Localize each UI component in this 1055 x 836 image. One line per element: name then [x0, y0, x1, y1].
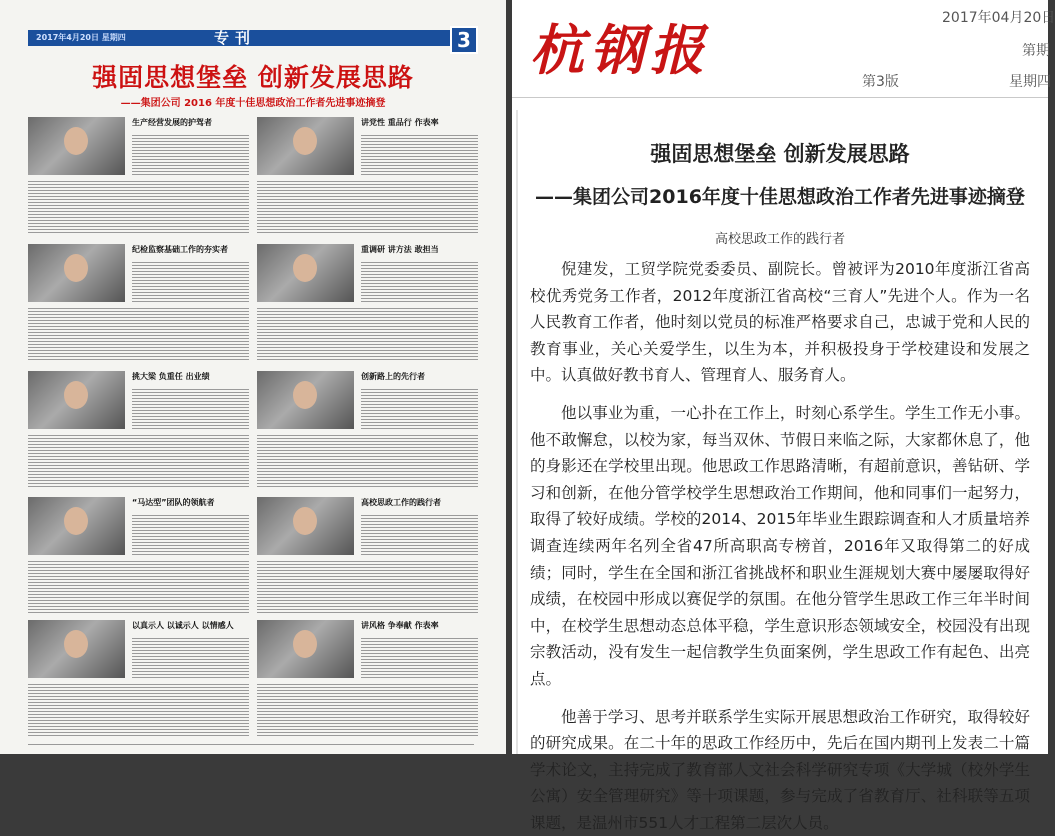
article-title: 强固思想堡垒 创新发展思路: [530, 138, 1030, 168]
band-date: 2017年4月20日 星期四: [36, 32, 126, 43]
article-block[interactable]: [257, 117, 478, 234]
article-text: [257, 179, 478, 234]
portrait-photo: [28, 244, 125, 302]
newspaper-logo: 杭钢报: [530, 8, 710, 85]
article-block[interactable]: [257, 620, 478, 737]
article-text: [257, 559, 478, 614]
issue-date: 2017年04月20日: [942, 7, 1055, 27]
article-subtitle: ——集团公司2016年度十佳思想政治工作者先进事迹摘登: [530, 182, 1030, 209]
article-text: [257, 306, 478, 361]
article-text: [132, 513, 249, 555]
paragraph: 他善于学习、思考并联系学生实际开展思想政治工作研究，取得较好的研究成果。在二十年的思政工作经历中，先后在国内期刊上发表二十篇学术论文，主持完成了教育部人文社会科学研究专项《大学城（校外学生公寓）安全管理研究》等十项课题，参与完成了省教育厅、社科联等五项课题，是温州市551人才工程第二层次人员。: [530, 704, 1030, 836]
article-text: [361, 133, 478, 175]
article-text: [28, 433, 249, 488]
page-subheadline: ——集团公司 2016 年度十佳思想政治工作者先进事迹摘登: [0, 94, 506, 109]
article-text: [361, 260, 478, 302]
article-block[interactable]: [257, 371, 478, 488]
portrait-photo: [28, 371, 125, 429]
section-tag: 专刊: [214, 27, 256, 48]
article-title: 生产经营发展的护驾者: [132, 117, 249, 128]
article-block[interactable]: [28, 497, 249, 614]
article-content: [530, 138, 1030, 836]
page-header-band: [28, 30, 474, 46]
article-text: [132, 133, 249, 175]
portrait-photo: [28, 620, 125, 678]
divider: [28, 744, 474, 745]
article-title: 讲党性 重品行 作表率: [361, 117, 478, 128]
article-reader-pane: [512, 0, 1048, 754]
newspaper-page-thumbnail[interactable]: [0, 0, 506, 754]
masthead-bar: [512, 0, 1048, 98]
article-title: “马达型”团队的领航者: [132, 497, 249, 508]
portrait-photo: [257, 620, 354, 678]
paragraph: 他以事业为重，一心扑在工作上，时刻心系学生。学生工作无小事。他不敢懈怠，以校为家，每当双休、节假日来临之际，大家都休息了，他的身影还在学校里出现。他思政工作思路清晰，有超前意识，善钻研、学习和创新，在他分管学校学生思想政治工作期间，他和同事们一起努力，取得了较好成绩。学校的2014、2015年毕业生跟踪调查和人才质量培养调查连续两年名列全省47所高职高专榜首，2016年又取得第二的好成绩；同时，学生在全国和浙江省挑战杯和职业生涯规划大赛中屡屡取得好成绩，在校园中形成以赛促学的氛围。在他分管学生思政工作三年半时间中，在校学生思想动态总体平稳，学生意识形态领域安全，校园没有出现宗教活动，没有发生一起信教学生负面案例，学生思政工作有起色、出亮点。: [530, 400, 1030, 693]
article-title: 以真示人 以诚示人 以情感人: [132, 620, 249, 631]
article-text: [28, 682, 249, 737]
article-text: [361, 513, 478, 555]
portrait-photo: [28, 497, 125, 555]
article-text: [361, 387, 478, 429]
divider: [516, 110, 518, 754]
portrait-photo: [28, 117, 125, 175]
portrait-photo: [257, 497, 354, 555]
article-text: [132, 387, 249, 429]
article-block[interactable]: [257, 497, 478, 614]
paragraph: 倪建发，工贸学院党委委员、副院长。曾被评为2010年度浙江省高校优秀党务工作者，2012年度浙江省高校“三育人”先进个人。作为一名人民教育工作者，他时刻以党员的标准严格要求自己，忠诚于党和人民的教育事业，关心关爱学生，以生为本，并积极投身于学校建设和发展之中。认真做好教书育人、管理育人、服务育人。: [530, 256, 1030, 389]
article-title: 纪检监察基础工作的夯实者: [132, 244, 249, 255]
article-text: [28, 559, 249, 614]
article-block[interactable]: [257, 244, 478, 361]
article-title: 重调研 讲方法 敢担当: [361, 244, 478, 255]
article-text: [361, 636, 478, 678]
portrait-photo: [257, 371, 354, 429]
article-title: 挑大梁 负重任 出业绩: [132, 371, 249, 382]
article-block[interactable]: [28, 620, 249, 737]
article-text: [132, 260, 249, 302]
article-text: [28, 179, 249, 234]
article-title: 创新路上的先行者: [361, 371, 478, 382]
article-block[interactable]: [28, 371, 249, 488]
edition-label: 第3版: [862, 71, 899, 91]
weekday-label: 星期四: [1009, 71, 1051, 91]
portrait-photo: [257, 244, 354, 302]
article-text: [257, 433, 478, 488]
article-text: [132, 636, 249, 678]
issue-number: 第期: [1022, 40, 1050, 60]
page-headline: 强固思想堡垒 创新发展思路: [0, 58, 506, 94]
article-text: [257, 682, 478, 737]
article-text: [28, 306, 249, 361]
article-block[interactable]: [28, 117, 249, 234]
portrait-photo: [257, 117, 354, 175]
article-block[interactable]: [28, 244, 249, 361]
article-title: 讲风格 争奉献 作表率: [361, 620, 478, 631]
page-number-badge: 3: [450, 26, 478, 54]
section-heading: 高校思政工作的践行者: [530, 228, 1030, 247]
article-title: 高校思政工作的践行者: [361, 497, 478, 508]
